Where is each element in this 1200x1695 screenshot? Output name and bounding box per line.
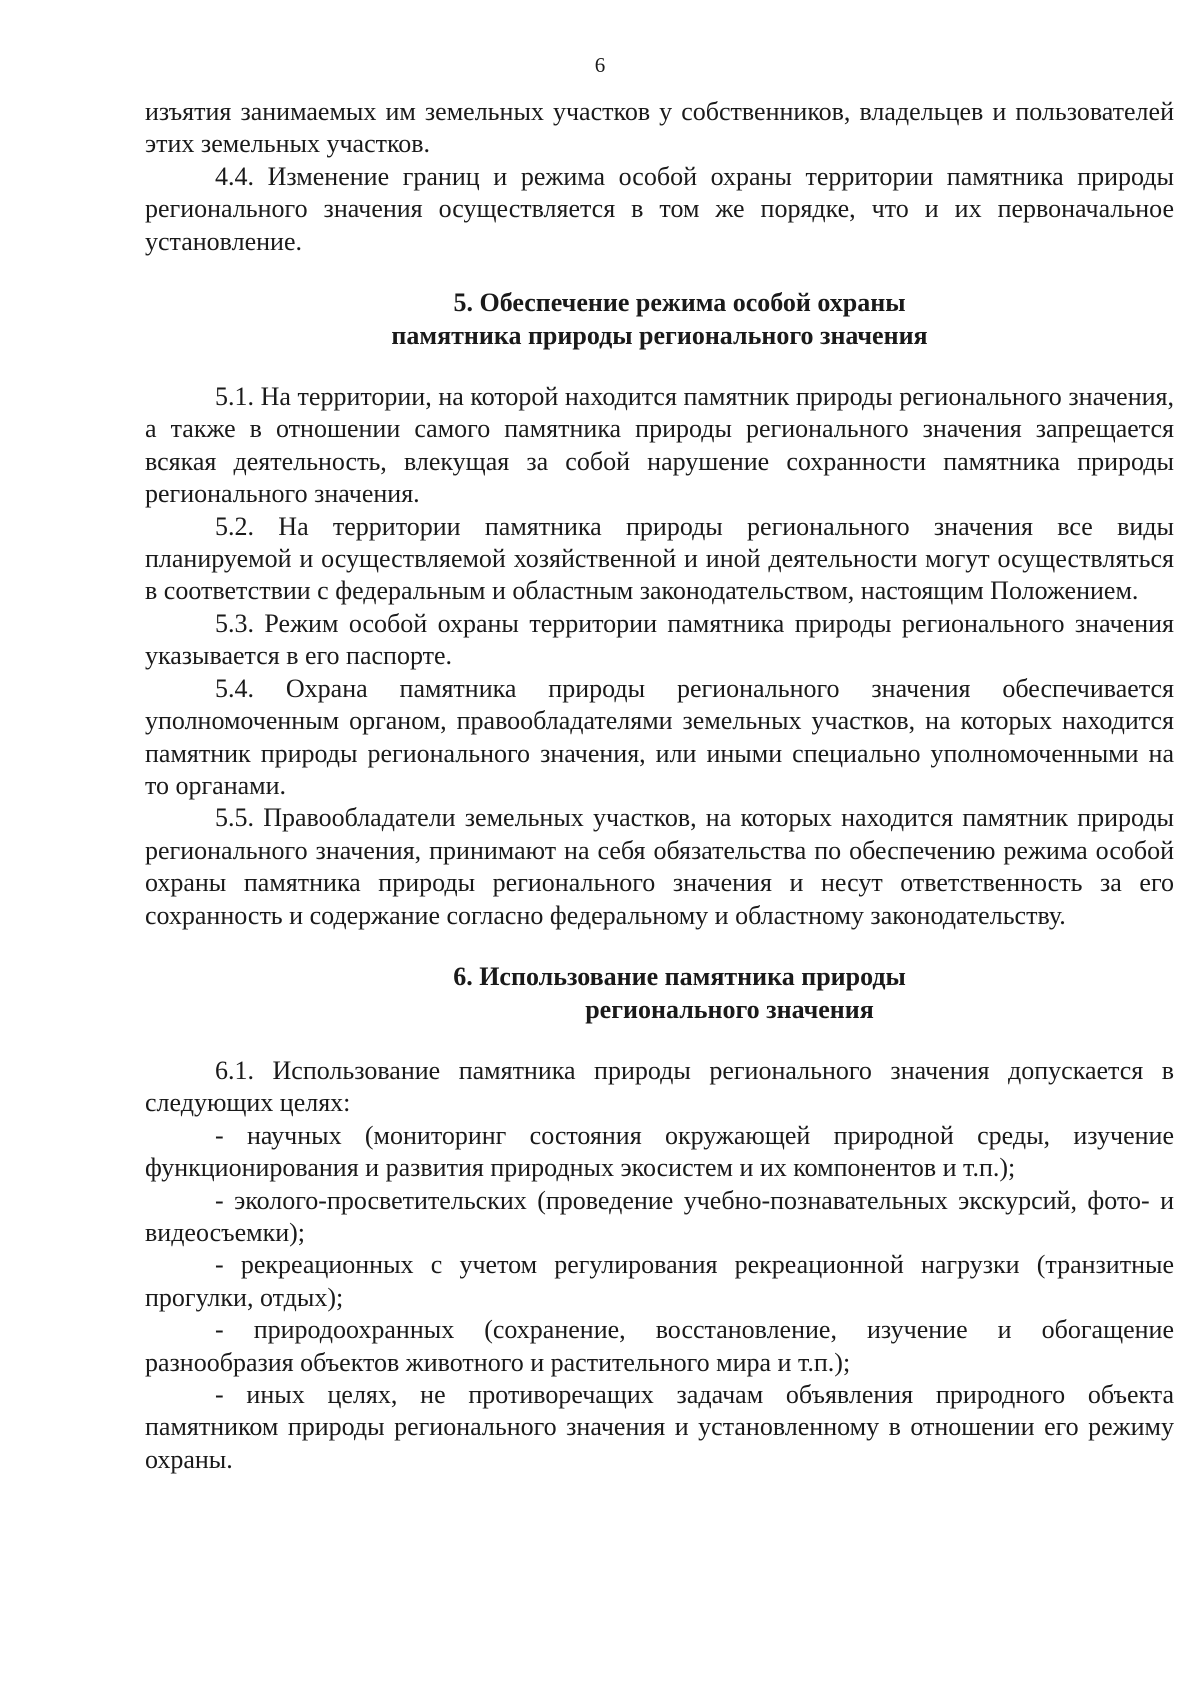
document-body [145,96,1174,1476]
section-5-heading-line-1: 5. Обеспечение режима особой охраны [453,288,906,318]
paragraph-5-2: 5.2. На территории памятника природы регионального значения все виды планируемой и осуществляемой хозяйственной и иной деятельности могут осуществляться в соответствии с федеральным и областным законодательством, настоящим Положением. [145,511,1174,606]
paragraph-5-4: 5.4. Охрана памятника природы регионального значения обеспечивается уполномоченным органом, правообладателями земельных участков, на которых находится памятник природы регионального значения, или иными специально уполномоченными на то органами. [145,673,1174,800]
intro-paragraph-continuation: изъятия занимаемых им земельных участков у собственников, владельцев и пользователей этих земельных участков. [145,97,1174,159]
list-item: - эколого-просветительских (проведение учебно-познавательных экскурсий, фото- и видеосъемки); [145,1185,1174,1247]
paragraph-6-1: 6.1. Использование памятника природы регионального значения допускается в следующих целях: [145,1055,1174,1118]
section-6-heading-line-1: 6. Использование памятника природы [453,961,906,991]
list-item: - рекреационных с учетом регулирования рекреационной нагрузки (транзитные прогулки, отдых); [145,1250,1174,1312]
paragraph-4-4: 4.4. Изменение границ и режима особой охраны территории памятника природы регионального значения осуществляется в том же порядке, что и их первоначальное установление. [145,161,1174,256]
section-5 [145,258,1174,932]
section-6-heading-line-2: регионального значения [585,994,874,1024]
paragraph-5-3: 5.3. Режим особой охраны территории памятника природы регионального значения указывается в его паспорте. [145,608,1174,671]
paragraph-5-5: 5.5. Правообладатели земельных участков, на которых находится памятник природы регионального значения, принимают на себя обязательства по обеспечению режима особой охраны памятника природы регионального значения и несут ответственность за его сохранность и содержание согласно федеральному и областному законодательству. [145,803,1174,930]
section-6-heading [145,960,1174,1026]
section-5-heading-line-2: памятника природы регионального значения [391,321,928,351]
section-5-heading [145,286,1174,352]
list-item: - природоохранных (сохранение, восстановление, изучение и обогащение разнообразия объектов животного и растительного мира и т.п.); [145,1315,1174,1377]
section-6 [145,932,1174,1476]
page-number: 6 [594,53,606,77]
paragraph-5-1: 5.1. На территории, на которой находится памятник природы регионального значения, а также в отношении самого памятника природы регионального значения запрещается всякая деятельность, влекущая за собой нарушение сохранности памятника природы регионального значения. [145,382,1174,509]
list-item: - научных (мониторинг состояния окружающей природной среды, изучение функционирования и развития природных экосистем и их компонентов и т.п.); [145,1120,1174,1183]
list-item: - иных целях, не противоречащих задачам объявления природного объекта памятником природы регионального значения и установленному в отношении его режиму охраны. [145,1380,1174,1474]
